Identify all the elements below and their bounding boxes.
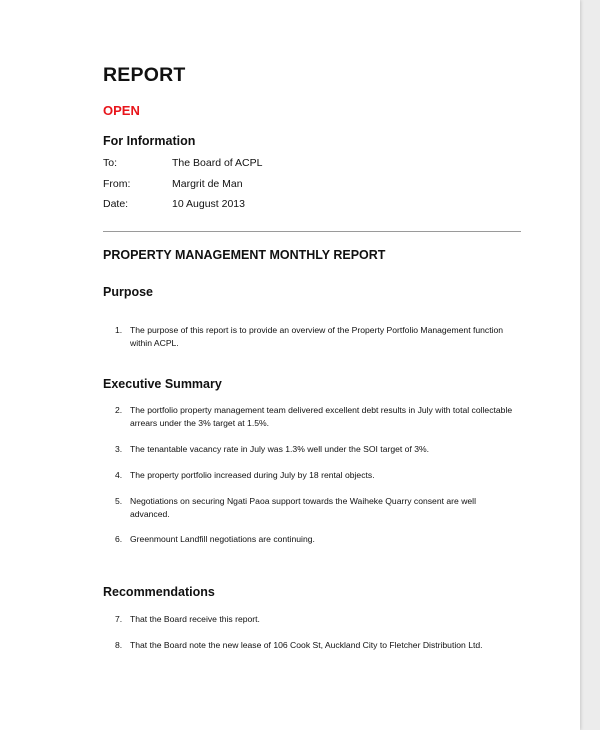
item-number: 4. bbox=[115, 470, 123, 480]
from-value: Margrit de Man bbox=[172, 178, 243, 190]
report-status: OPEN bbox=[103, 103, 140, 118]
item-number: 3. bbox=[115, 444, 123, 454]
item-text: The tenantable vacancy rate in July was 1.3% well under the SOI target of 3%. bbox=[130, 444, 430, 454]
list-item bbox=[115, 443, 515, 456]
list-item bbox=[115, 324, 515, 350]
date-value: 10 August 2013 bbox=[172, 198, 245, 210]
list-item bbox=[115, 613, 515, 626]
to-label: To: bbox=[103, 157, 118, 169]
date-label: Date: bbox=[103, 198, 129, 210]
item-number: 6. bbox=[115, 534, 123, 544]
executive-summary-heading: Executive Summary bbox=[103, 377, 222, 391]
item-text: Greenmount Landfill negotiations are continuing. bbox=[130, 534, 315, 544]
item-text: Negotiations on securing Ngati Paoa support towards the Waiheke Quarry consent are well advanced. bbox=[130, 496, 477, 519]
list-item bbox=[115, 469, 515, 482]
list-item bbox=[115, 533, 515, 546]
list-item bbox=[115, 639, 515, 652]
recommendations-heading: Recommendations bbox=[103, 585, 215, 599]
item-text: The purpose of this report is to provide an overview of the Property Portfolio Management function within ACPL. bbox=[130, 325, 504, 348]
report-name: PROPERTY MANAGEMENT MONTHLY REPORT bbox=[103, 248, 386, 262]
for-information-heading: For Information bbox=[103, 134, 196, 148]
item-text: That the Board receive this report. bbox=[130, 614, 260, 624]
item-number: 5. bbox=[115, 496, 123, 506]
item-text: The property portfolio increased during July by 18 rental objects. bbox=[130, 470, 375, 480]
item-number: 2. bbox=[115, 405, 123, 415]
report-title: REPORT bbox=[103, 64, 186, 86]
from-label: From: bbox=[103, 178, 131, 190]
to-value: The Board of ACPL bbox=[172, 157, 263, 169]
section-divider bbox=[103, 231, 521, 232]
purpose-heading: Purpose bbox=[103, 285, 154, 299]
item-text: That the Board note the new lease of 106 Cook St, Auckland City to Fletcher Distribution Ltd. bbox=[130, 640, 483, 650]
item-number: 7. bbox=[115, 614, 123, 624]
list-item bbox=[115, 404, 515, 430]
list-item bbox=[115, 495, 515, 521]
item-number: 8. bbox=[115, 640, 123, 650]
item-number: 1. bbox=[115, 325, 123, 335]
item-text: The portfolio property management team delivered excellent debt results in July with total collectable arrears under the 3% target at 1.5%. bbox=[130, 405, 513, 428]
